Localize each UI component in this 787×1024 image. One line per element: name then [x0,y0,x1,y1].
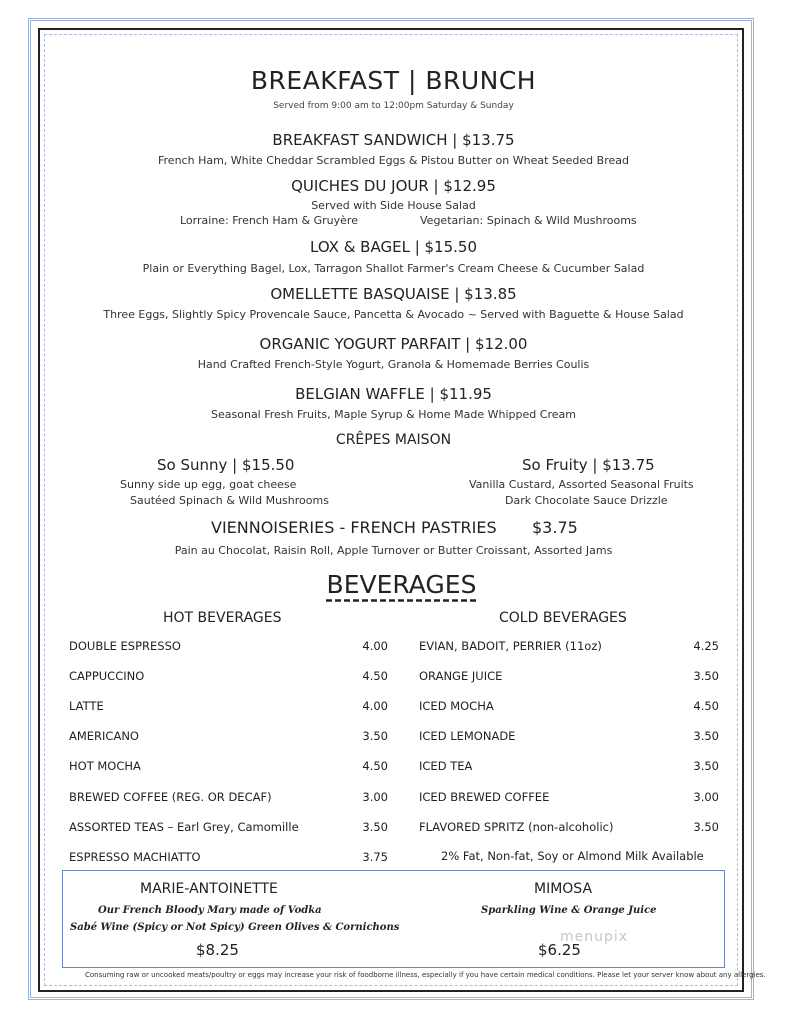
cold-beverage-name: EVIAN, BADOIT, PERRIER (11oz) [419,639,602,653]
cold-beverage-name: FLAVORED SPRITZ (non-alcoholic) [419,819,614,834]
cocktail-mimosa-line1: Sparkling Wine & Orange Juice [481,905,657,916]
cold-beverage-name: ICED MOCHA [419,699,494,714]
quiche-vegetarian: Vegetarian: Spinach & Wild Mushrooms [420,214,637,227]
beverages-title: BEVERAGES [326,570,477,599]
viennoiseries-name: VIENNOISERIES - FRENCH PASTRIES [211,518,497,537]
hot-beverage-name: ESPRESSO MACHIATTO [69,849,201,864]
menu-item-desc: French Ham, White Cheddar Scrambled Eggs & Pistou Butter on Wheat Seeded Bread [158,154,629,167]
hot-beverage-name: ASSORTED TEAS – Earl Grey, Camomille [69,819,299,834]
cold-beverage-price: 3.50 [693,729,719,744]
hot-beverage-price: 3.50 [362,729,388,744]
hot-beverage-name: DOUBLE ESPRESSO [69,639,181,653]
crepe-sunny-name: So Sunny | $15.50 [157,456,295,474]
viennoiseries-price: $3.75 [532,518,578,537]
hot-beverage-name: HOT MOCHA [69,759,141,774]
crepes-title: CRÊPES MAISON [335,432,452,448]
hot-beverage-name: LATTE [69,699,104,714]
breakfast-title: BREAKFAST | BRUNCH [250,66,537,95]
cold-beverages-heading: COLD BEVERAGES [499,610,627,626]
cold-beverage-price: 3.50 [693,819,719,834]
breakfast-hours: Served from 9:00 am to 12:00pm Saturday & Sunday [273,101,514,111]
menu-item-name: BELGIAN WAFFLE | $11.95 [295,385,492,403]
hot-beverage-price: 3.00 [362,789,388,804]
menu-item-name: OMELLETTE BASQUAISE | $13.85 [270,285,517,303]
cold-beverage-name: ICED BREWED COFFEE [419,789,550,804]
crepe-sunny-line1: Sunny side up egg, goat cheese [120,478,297,491]
cocktail-marie-antoinette-line1: Our French Bloody Mary made of Vodka [98,905,322,916]
cold-beverage-price: 3.50 [693,669,719,684]
menu-item-desc: Plain or Everything Bagel, Lox, Tarragon Shallot Farmer's Cream Cheese & Cucumber Salad [142,262,645,275]
hot-beverage-price: 4.00 [362,699,388,714]
viennoiseries-desc: Pain au Chocolat, Raisin Roll, Apple Turnover or Butter Croissant, Assorted Jams [174,544,613,557]
hot-beverage-name: CAPPUCCINO [69,669,145,684]
quiche-lorraine: Lorraine: French Ham & Gruyère [180,214,358,227]
cold-beverage-price: 3.50 [693,759,719,774]
watermark-logo: menupix [560,929,629,945]
menu-item-desc: Hand Crafted French-Style Yogurt, Granola & Homemade Berries Coulis [197,358,590,371]
menu-item-name: LOX & BAGEL | $15.50 [310,238,477,256]
hot-beverage-price: 3.50 [362,819,388,834]
menu-item-name: ORGANIC YOGURT PARFAIT | $12.00 [259,335,528,353]
cocktail-mimosa-price: $6.25 [538,941,581,959]
crepe-fruity-line1: Vanilla Custard, Assorted Seasonal Fruits [469,478,694,491]
cold-beverage-name: ORANGE JUICE [419,669,503,684]
hot-beverage-price: 3.75 [362,849,388,864]
hot-beverage-name: BREWED COFFEE (REG. OR DECAF) [69,789,272,804]
cocktail-mimosa-name: MIMOSA [534,881,593,897]
hot-beverage-price: 4.00 [362,639,388,653]
menu-item-desc: Served with Side House Salad [311,199,476,212]
cocktail-marie-antoinette-price: $8.25 [196,941,239,959]
cold-beverage-name: ICED LEMONADE [419,729,516,744]
hot-beverage-price: 4.50 [362,759,388,774]
milk-note: 2% Fat, Non-fat, Soy or Almond Milk Available [441,849,704,863]
hot-beverages-heading: HOT BEVERAGES [163,610,282,626]
menu-item-name: BREAKFAST SANDWICH | $13.75 [272,131,515,149]
menu-item-name: QUICHES DU JOUR | $12.95 [291,177,496,195]
menu-item-desc: Three Eggs, Slightly Spicy Provencale Sauce, Pancetta & Avocado ~ Served with Baguette & House Salad [103,308,684,321]
cocktail-marie-antoinette-name: MARIE-ANTOINETTE [140,881,278,897]
hot-beverage-name: AMERICANO [69,729,139,744]
crepe-sunny-line2: Sautéed Spinach & Wild Mushrooms [130,494,329,507]
cold-beverage-price: 4.25 [693,639,719,653]
cold-beverage-price: 4.50 [693,699,719,714]
cold-beverage-price: 3.00 [693,789,719,804]
footer-disclaimer: Consuming raw or uncooked meats/poultry or eggs may increase your risk of foodborne illness, especially if you have certain medical conditions. Please let your server know about any allergies. [85,971,766,979]
menu-item-desc: Seasonal Fresh Fruits, Maple Syrup & Home Made Whipped Cream [211,408,576,421]
cold-beverage-name: ICED TEA [419,759,473,774]
crepe-fruity-name: So Fruity | $13.75 [522,456,655,474]
cocktail-marie-antoinette-line2: Sabé Wine (Spicy or Not Spicy) Green Olives & Cornichons [70,922,400,933]
hot-beverage-price: 4.50 [362,669,388,684]
crepe-fruity-line2: Dark Chocolate Sauce Drizzle [505,494,668,507]
